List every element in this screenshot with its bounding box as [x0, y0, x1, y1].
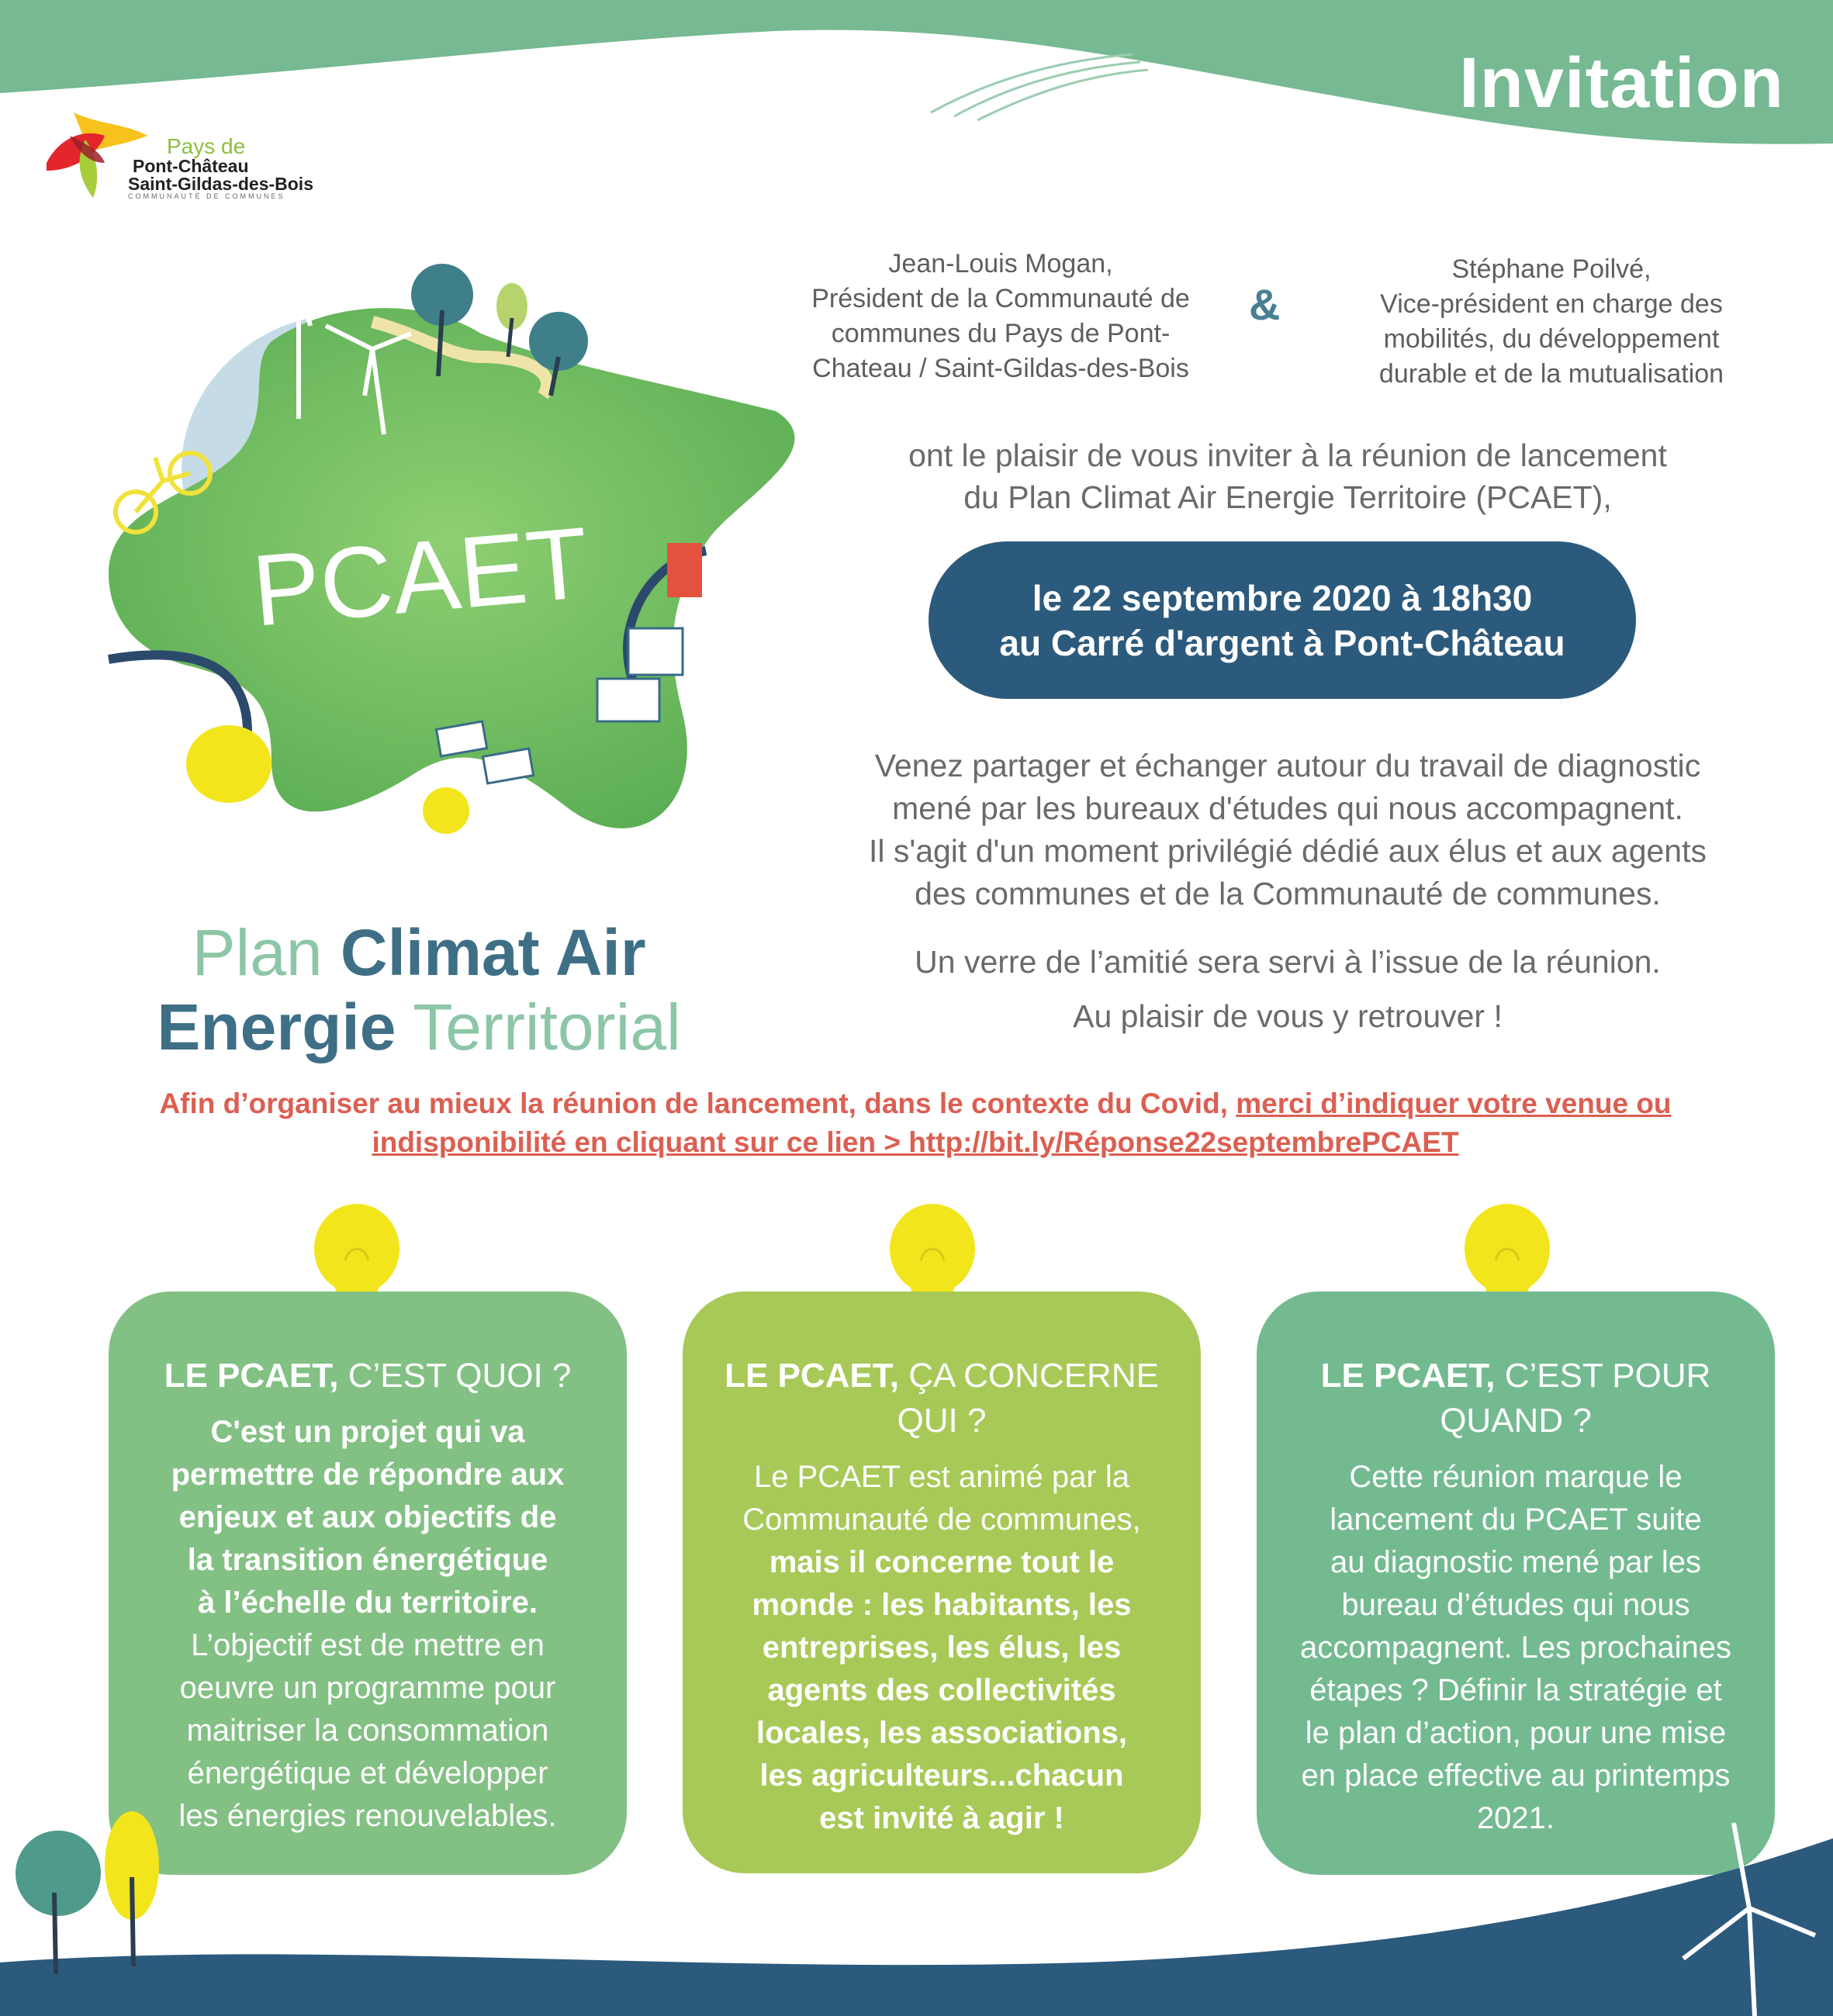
card-title-bold: LE PCAET,: [1320, 1357, 1496, 1395]
logo-line-4: COMMUNAUTÉ DE COMMUNES: [128, 192, 285, 200]
description-line: Venez partager et échanger autour du travail de diagnostic: [874, 748, 1701, 783]
card-title-bold: LE PCAET,: [725, 1357, 899, 1395]
card-line: entreprises, les élus, les: [762, 1630, 1122, 1665]
card-body: [711, 1456, 1173, 1840]
host-left-line: Chateau / Saint-Gildas-des-Bois: [812, 354, 1189, 383]
card-what: [109, 1292, 627, 1875]
card-title-rest: ÇA CONCERNE: [908, 1357, 1159, 1395]
card-line: enjeux et aux objectifs de: [178, 1500, 557, 1534]
closing-text: Au plaisir de vous y retrouver !: [1073, 998, 1503, 1034]
description-line: des communes et de la Communauté de communes.: [915, 876, 1661, 911]
plan-title-line-2: [93, 990, 745, 1064]
card-title: [1285, 1354, 1747, 1444]
ampersand: &: [1249, 280, 1281, 329]
intro-line: du Plan Climat Air Energie Territoire (PCAET),: [963, 479, 1612, 515]
card-line: permettre de répondre aux: [171, 1458, 565, 1492]
host-right: [1334, 252, 1769, 392]
card-line: bureau d’études qui nous: [1341, 1588, 1690, 1622]
logo-line-3: Saint-Gildas-des-Bois: [128, 174, 313, 194]
card-line: agents des collectivités: [767, 1673, 1116, 1707]
plan-title: [93, 915, 745, 1064]
plan-word: Territorial: [413, 991, 681, 1063]
card-line: L’objectif est de mettre en: [191, 1628, 545, 1662]
covid-link[interactable]: merci d’indiquer votre venue ou: [1236, 1088, 1672, 1119]
pcaet-illustration: [93, 248, 807, 884]
card-when: [1257, 1292, 1775, 1875]
card-line: Cette réunion marque le: [1349, 1460, 1683, 1494]
host-right-line: Vice-président en charge des: [1380, 289, 1723, 319]
card-line: maitriser la consommation: [186, 1713, 549, 1748]
plan-title-line-1: [93, 915, 745, 990]
card-line: à l’échelle du territoire.: [198, 1585, 538, 1620]
host-left-line: Président de la Communauté de: [811, 284, 1190, 313]
logo-text: [128, 136, 313, 200]
plan-word: Energie: [157, 991, 396, 1063]
event-place: au Carré d'argent à Pont-Château: [999, 622, 1565, 663]
tree-icon: [16, 1831, 101, 1974]
tree-icon: [105, 1811, 159, 1966]
host-left-line: Jean-Louis Mogan,: [888, 249, 1113, 278]
card-title-rest: C’EST POUR: [1504, 1357, 1711, 1395]
description-text: [776, 745, 1800, 915]
plan-word: Plan: [192, 916, 323, 989]
card-line: Communauté de communes,: [742, 1502, 1141, 1537]
host-right-line: Stéphane Poilvé,: [1451, 254, 1651, 284]
card-line: locales, les associations,: [756, 1716, 1128, 1750]
card-line: les agriculteurs...chacun: [759, 1758, 1124, 1793]
card-line: oeuvre un programme pour: [179, 1671, 556, 1705]
intro-line: ont le plaisir de vous inviter à la réunion de lancement: [908, 437, 1667, 473]
event-date-pill: [929, 541, 1636, 699]
card-line: étapes ? Définir la stratégie et: [1309, 1673, 1722, 1707]
card-body: [137, 1411, 599, 1838]
card-line: le plan d’action, pour une mise: [1305, 1716, 1727, 1750]
card-line: en place effective au printemps: [1301, 1758, 1731, 1793]
host-left: [783, 247, 1218, 386]
event-date: le 22 septembre 2020 à 18h30: [1032, 577, 1533, 618]
card-line: mais il concerne tout le: [769, 1545, 1115, 1579]
description-line: mené par les bureaux d'études qui nous accompagnent.: [892, 790, 1683, 826]
pcaet-label: PCAET: [247, 505, 593, 648]
card-who: [683, 1292, 1201, 1873]
card-line: 2021.: [1476, 1801, 1555, 1835]
card-line: énergétique et développer: [187, 1756, 548, 1790]
invitation-title: Invitation: [1459, 43, 1784, 123]
card-title-bold: LE PCAET,: [164, 1357, 339, 1395]
covid-note: [62, 1084, 1769, 1162]
card-title-rest: QUI ?: [897, 1402, 987, 1440]
logo-line-2: Pont-Château: [133, 156, 249, 176]
card-line: monde : les habitants, les: [752, 1588, 1132, 1622]
card-title: [711, 1354, 1173, 1444]
card-line: au diagnostic mené par les: [1330, 1545, 1702, 1579]
host-left-line: communes du Pays de Pont-: [831, 319, 1171, 348]
logo-line-1: Pays de: [167, 134, 246, 158]
card-line: C'est un projet qui va: [210, 1415, 525, 1449]
card-line: les énergies renouvelables.: [178, 1799, 557, 1833]
card-line: Le PCAET est animé par la: [754, 1460, 1129, 1494]
covid-text: Afin d’organiser au mieux la réunion de lancement, dans le contexte du Covid,: [159, 1088, 1228, 1119]
intro-text: [783, 434, 1792, 518]
card-title-rest: QUAND ?: [1440, 1402, 1592, 1440]
card-line: la transition énergétique: [187, 1543, 548, 1577]
description-line: Il s'agit d'un moment privilégié dédié aux élus et aux agents: [868, 833, 1707, 869]
card-title-rest: C’EST QUOI ?: [348, 1357, 572, 1395]
host-right-line: mobilités, du développement: [1383, 324, 1720, 354]
card-line: accompagnent. Les prochaines: [1300, 1630, 1731, 1665]
plan-word: Climat Air: [340, 916, 646, 989]
host-right-line: durable et de la mutualisation: [1378, 359, 1724, 389]
drink-text: Un verre de l’amitié sera servi à l’issue de la réunion.: [915, 944, 1661, 980]
footer-wave: [0, 1807, 1833, 2016]
card-line: est invité à agir !: [819, 1801, 1064, 1835]
covid-link[interactable]: indisponibilité en cliquant sur ce lien > http://bit.ly/Réponse22septembrePCAET: [372, 1126, 1459, 1158]
card-line: lancement du PCAET suite: [1330, 1502, 1702, 1537]
card-title: [137, 1354, 599, 1399]
card-body: [1285, 1456, 1747, 1840]
